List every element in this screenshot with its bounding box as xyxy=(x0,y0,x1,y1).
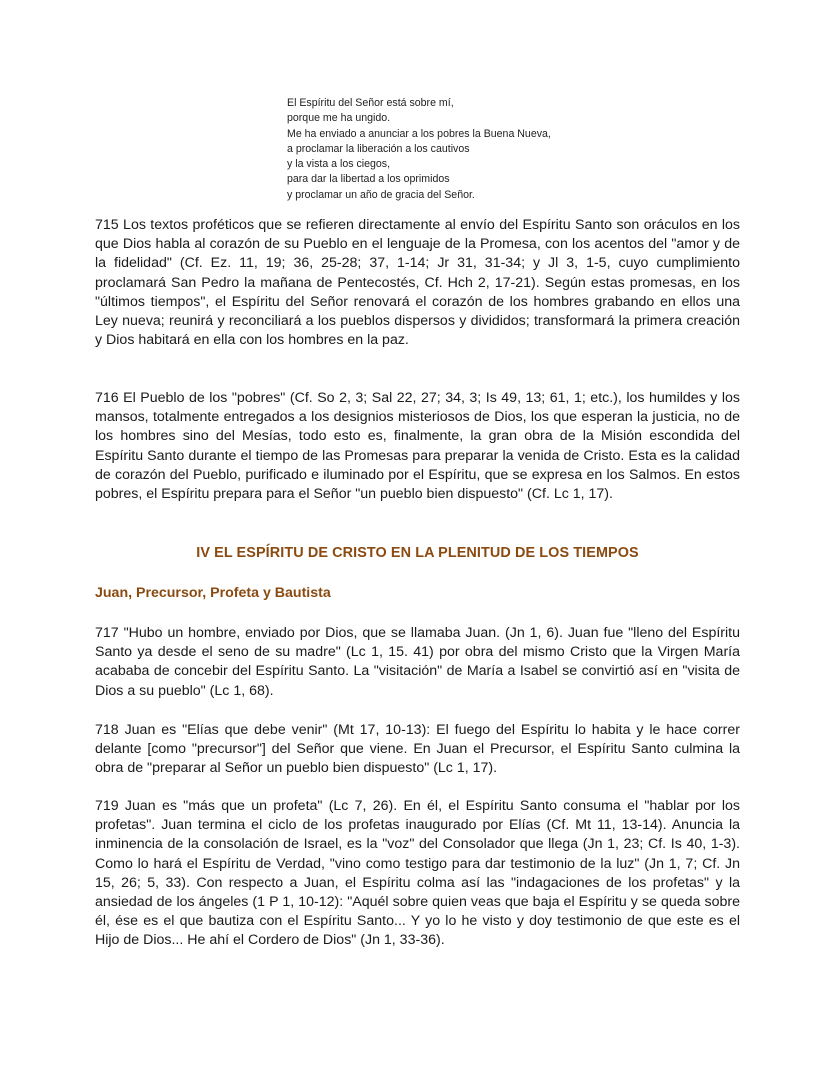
quote-line: a proclamar la liberación a los cautivos xyxy=(287,142,470,155)
scripture-quote xyxy=(287,96,667,203)
quote-line: y proclamar un año de gracia del Señor. xyxy=(287,188,475,201)
paragraph-718: 718 Juan es "Elías que debe venir" (Mt 17, 10-13): El fuego del Espíritu lo habita y le hace correr delante [como "precursor"] del Señor que viene. En Juan el Precursor, el Espíritu Santo culmina la obra de "preparar al Señor un pueblo bien dispuesto" (Lc 1, 17). xyxy=(95,722,740,777)
quote-line: Me ha enviado a anunciar a los pobres la Buena Nueva, xyxy=(287,127,551,140)
paragraph-719: 719 Juan es "más que un profeta" (Lc 7, 26). En él, el Espíritu Santo consuma el "hablar por los profetas". Juan termina el ciclo de los profetas inaugurado por Elías (Cf. Mt 11, 13-14). Anuncia la inminencia de la consolación de Israel, es la "voz" del Consolador que llega (Jn 1, 23; Cf. Is 40, 1-3). Como lo hará el Espíritu de Verdad, "vino como testigo para dar testimonio de la luz" (Jn 1, 7; Cf. Jn 15, 26; 5, 33). Con respecto a Juan, el Espíritu colma así las "indagaciones de los profetas" y la ansiedad de los ángeles (1 P 1, 10-12): "Aquél sobre quien veas que baja el Espíritu y se queda sobre él, ése es el que bautiza con el Espíritu Santo... Y yo lo he visto y doy testimonio de que este es el Hijo de Dios... He ahí el Cordero de Dios" (Jn 1, 33-36). xyxy=(95,798,740,949)
paragraph-717: 717 "Hubo un hombre, enviado por Dios, que se llamaba Juan. (Jn 1, 6). Juan fue "lleno del Espíritu Santo ya desde el seno de su madre" (Lc 1, 15. 41) por obra del mismo Cristo que la Virgen María acababa de concebir del Espíritu Santo. La "visitación" de María a Isabel se convirtió así en "visita de Dios a su pueblo" (Lc 1, 68). xyxy=(95,625,740,699)
section-heading: IV EL ESPÍRITU DE CRISTO EN LA PLENITUD DE LOS TIEMPOS xyxy=(196,545,639,561)
section-subheading: Juan, Precursor, Profeta y Bautista xyxy=(95,585,331,601)
quote-line: para dar la libertad a los oprimidos xyxy=(287,173,450,186)
paragraph-716: 716 El Pueblo de los "pobres" (Cf. So 2, 3; Sal 22, 27; 34, 3; Is 49, 13; 61, 1; etc.), los humildes y los mansos, totalmente entregados a los designios misteriosos de Dios, los que esperan la justicia, no de los hombres sino del Mesías, todo esto es, finalmente, la gran obra de la Misión escondida del Espíritu Santo durante el tiempo de las Promesas para preparar la venida de Cristo. Esta es la calidad de corazón del Pueblo, purificado e iluminado por el Espíritu, que se expresa en los Salmos. En estos pobres, el Espíritu prepara para el Señor "un pueblo bien dispuesto" (Cf. Lc 1, 17). xyxy=(95,390,740,503)
quote-line: y la vista a los ciegos, xyxy=(287,158,391,171)
quote-line: porque me ha ungido. xyxy=(287,112,391,125)
paragraph-715: 715 Los textos proféticos que se refieren directamente al envío del Espíritu Santo son oráculos en los que Dios habla al corazón de su Pueblo en el lenguaje de la Promesa, con los acentos del "amor y de la fidelidad" (Cf. Ez. 11, 19; 36, 25-28; 37, 1-14; Jr 31, 31-34; y Jl 3, 1-5, cuyo cumplimiento proclamará San Pedro la mañana de Pentecostés, Cf. Hch 2, 17-21). Según estas promesas, en los "últimos tiempos", el Espíritu del Señor renovará el corazón de los hombres grabando en ellos una Ley nueva; reunirá y reconciliará a los pueblos dispersos y divididos; transformará la primera creación y Dios habitará en ella con los hombres en la paz. xyxy=(95,217,740,349)
quote-line: El Espíritu del Señor está sobre mí, xyxy=(287,97,454,109)
